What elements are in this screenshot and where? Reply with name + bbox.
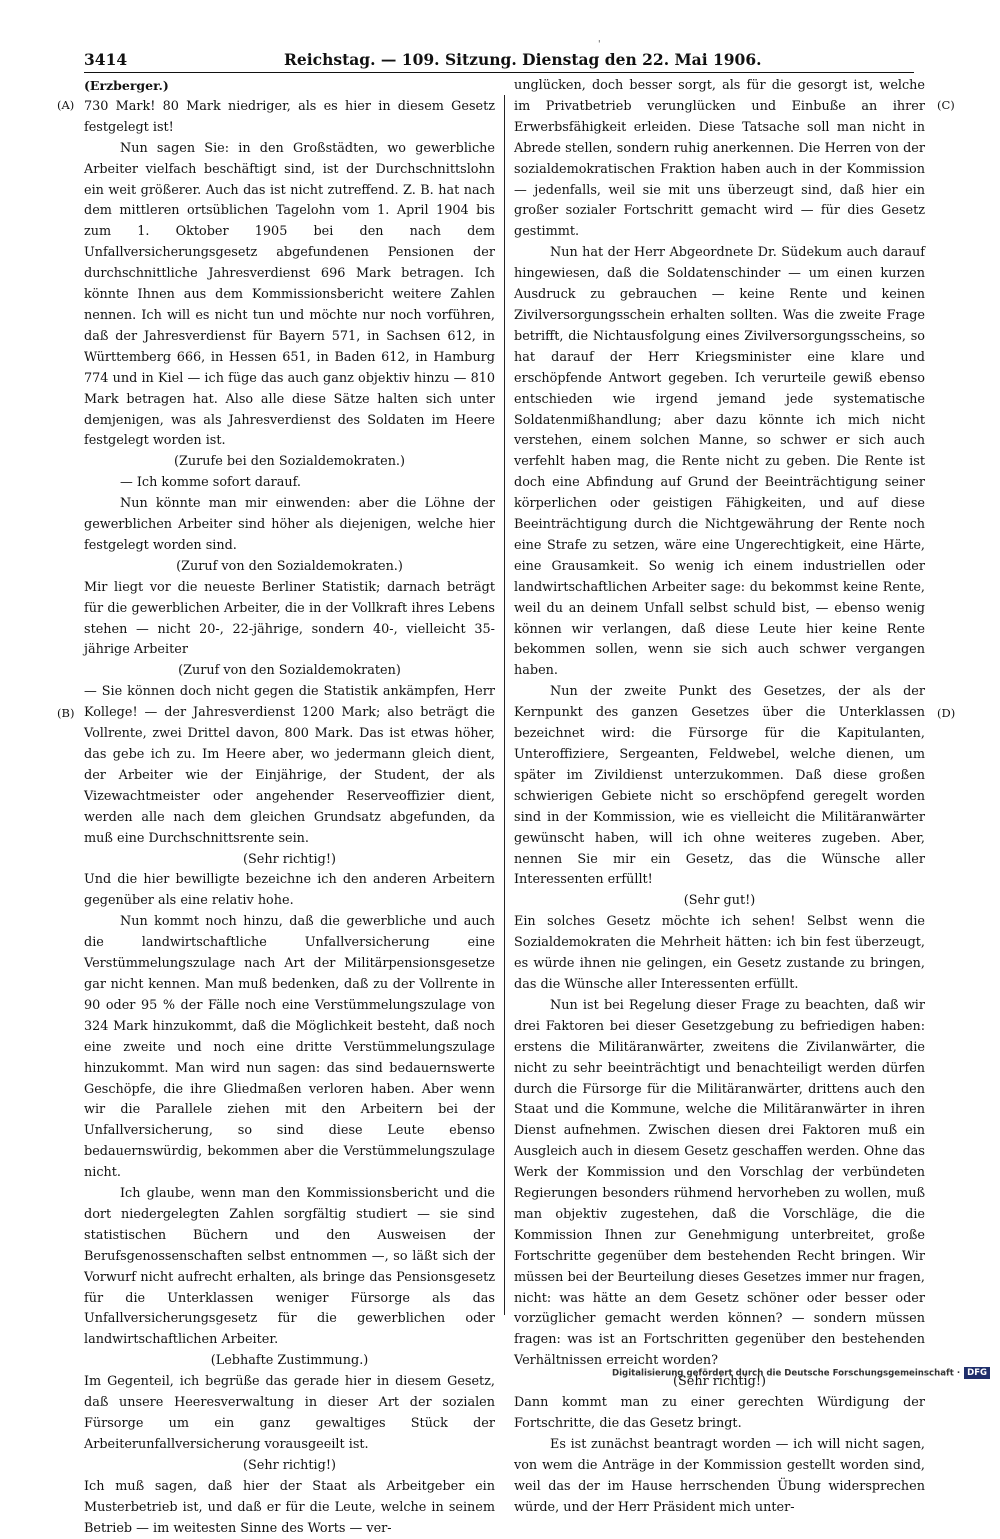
paragraph: Nun ist bei Regelung dieser Frage zu beachten, daß wir drei Faktoren bei dieser Gesetzgebung zu befriedigen haben: erstens die Militäranwärter, zweitens die Zivilanwärter, die nicht zu sehr beeinträchtigt und benachteiligt werden dürfen durch die Fürsorge für die Militäranwärter, drittens auch den Staat und die Kommune, welche die Militäranwärter in ihren Dienst aufnehmen. Zwischen diesen drei Faktoren muß ein Ausgleich auch in diesem Gesetz geschaffen werden. Ohne das Werk der Kommission und den Vorschlag der verbündeten Regierungen besonders rühmend hervorheben zu wollen, muß man objektiv zugestehen, daß die Vorschläge, die die Kommission Ihnen zur Genehmigung unterbreitet, große Fortschritte gegenüber dem bestehenden Recht bringen. Wir müssen bei der Beurteilung dieses Gesetzes immer nur fragen, nicht: was hätte an dem Gesetz schöner oder besser oder vorzüglicher gemacht werden können? — sondern müssen fragen: was ist an Fortschritten gegenüber den bestehenden Verhältnissen erreicht worden?	[514, 997, 925, 1369]
paragraph: — Sie können doch nicht gegen die Statistik ankämpfen, Herr Kollege! — der Jahresverdienst 1200 Mark; also beträgt die Vollrente, zwei Drittel davon, 800 Mark. Das ist etwas höher, das gebe ich zu. Im Heere aber, wo jedermann gleich dient, der Arbeiter wie der Einjährige, der Student, der als Vizewachtmeister oder angehender Reserveoffizier dient, werden alle nach dem gleichen Grundsatz abgefunden, da muß eine Durchschnittsrente sein.	[84, 684, 495, 846]
header-rule	[84, 72, 914, 73]
paragraph: unglücken, doch besser sorgt, als für die gesorgt ist, welche im Privatbetrieb verunglücken und Einbuße an ihrer Erwerbsfähigkeit erleiden. Diese Tatsache soll man nicht in Abrede stellen, sondern ruhig anerkennen. Die Herren von der sozialdemokratischen Fraktion haben auch in der Kommission — jedenfalls, weil sie mit uns überzeugt sind, daß hier ein großer sozialer Fortschritt gemacht wird — für dies Gesetz gestimmt.	[514, 78, 925, 240]
paragraph: Nun kommt noch hinzu, daß die gewerbliche und auch die landwirtschaftliche Unfallversicherung eine Verstümmelungszulage nach Art der Militärpensionsgesetze gar nicht kennen. Man muß bedenken, daß zu der Vollrente in 90 oder 95 % der Fälle noch eine Verstümmelungszulage von 324 Mark hinzukommt, daß die Möglichkeit besteht, daß noch eine zweite und noch eine dritte Verstümmelungszulage hinzukommt. Man wird nun sagen: das sind bedauernswerte Geschöpfe, die ihre Gliedmaßen verloren haben. Aber wenn wir die Parallele ziehen mit den Arbeitern bei der Unfallversicherung, so sind diese Leute ebenso bedauernswürdig, bekommen aber die Verstümmelungszulage nicht.	[84, 914, 495, 1181]
paragraph: Nun hat der Herr Abgeordnete Dr. Südekum auch darauf hingewiesen, daß die Soldatenschinder — um einen kurzen Ausdruck zu gebrauchen — keine Rente und keinen Zivilversorgungsschein erhalten sollten. Was die zweite Frage betrifft, die Nichtausfolgung eines Zivilversorgungsscheins, so hat darauf der Herr Kriegsminister eine klare und erschöpfende Antwort gegeben. Ich verurteile gewiß ebenso entschieden wie irgend jemand jede systematische Soldatenmißhandlung; aber dazu könnte ich mich nicht verstehen, einem solchen Manne, so schwer er sich auch verfehlt haben mag, die Rente nicht zu geben. Die Rente ist doch eine Abfindung auf Grund der Beeinträchtigung seiner körperlichen oder geistigen Fähigkeiten, und auf diese Beeinträchtigung durch die Nichtgewährung der Rente noch eine Strafe zu setzen, wäre eine Ungerechtigkeit, eine Härte, eine Grausamkeit. So wenig ich einem industriellen oder landwirtschaftlichen Arbeiter sage: du bekommst keine Rente, weil du an deinem Unfall selbst schuld bist, — ebenso wenig können wir verlangen, daß diese Leute hier keine Rente bekommen sollen, wenn sie sich auch schwer vergangen haben.	[514, 245, 925, 679]
paragraph: Ich glaube, wenn man den Kommissionsbericht und die dort niedergelegten Zahlen sorgfältig studiert — sie sind statistischen Büchern und den Ausweisen der Berufsgenossenschaften selbst entnommen —, so läßt sich der Vorwurf nicht aufrecht erhalten, als bringe das Pensionsgesetz für die Unterklassen weniger Fürsorge als das Unfallversicherungsgesetz für die gewerblichen oder landwirtschaftlichen Arbeiter.	[84, 1186, 495, 1348]
paragraph: Nun der zweite Punkt des Gesetzes, der als der Kernpunkt des ganzen Gesetzes über die Unterklassen bezeichnet wird: die Fürsorge für die Kapitulanten, Unteroffiziere, Sergeanten, Feldwebel, welche dienen, um später im Zivildienst unterzukommen. Daß diese großen schwierigen Gebiete nicht so erschöpfend geregelt worden sind in der Kommission, wie es vielleicht die Militäranwärter gewünscht haben, will ich ohne weiteres zugeben. Aber, nennen Sie mir ein Gesetz, das die Wünsche aller Interessenten erfüllt!	[514, 684, 925, 888]
paragraph: 730 Mark! 80 Mark niedriger, als es hier in diesem Gesetz festgelegt ist!	[84, 98, 495, 135]
interjection: (Zurufe bei den Sozialdemokraten.)	[173, 454, 405, 470]
interjection: (Zuruf von den Sozialdemokraten.)	[176, 558, 403, 574]
margin-marker-a: (A)	[57, 98, 75, 112]
speaker-name: (Erzberger.)	[84, 78, 169, 93]
paragraph: Im Gegenteil, ich begrüße das gerade hier in diesem Gesetz, daß unsere Heeresverwaltung in dieser Art der sozialen Fürsorge um ein ganz gewaltiges Stück der Arbeiterunfallversicherung vorausgeeilt ist.	[84, 1374, 495, 1452]
paragraph: Nun könnte man mir einwenden: aber die Löhne der gewerblichen Arbeiter sind höher als diejenigen, welche hier festgelegt worden sind.	[84, 496, 495, 553]
interjection: (Sehr gut!)	[683, 893, 756, 909]
tick-mark: '	[598, 40, 601, 50]
interjection: (Sehr richtig!)	[243, 851, 336, 867]
paragraph: Dann kommt man zu einer gerechten Würdigung der Fortschritte, die das Gesetz bringt.	[514, 1395, 925, 1431]
interjection: (Lebhafte Zustimmung.)	[210, 1353, 369, 1369]
footer-text: Digitalisierung gefördert durch die Deutsche Forschungsgemeinschaft ·	[611, 1368, 961, 1379]
interjection: (Sehr richtig!)	[673, 1374, 766, 1390]
dfg-logo: DFG	[964, 1367, 990, 1379]
paragraph: Nun sagen Sie: in den Großstädten, wo gewerbliche Arbeiter vielfach beschäftigt sind, ist der Durchschnittslohn ein weit größerer. Auch das ist nicht zutreffend. Z. B. hat nach dem mittleren ortsüblichen Tagelohn vom 1. April 1904 bis zum 1. Oktober 1905 bei den nach dem Unfallversicherungsgesetz abgefundenen Pensionen der durchschnittliche Jahresverdienst 696 Mark betragen. Ich könnte Ihnen aus dem Kommissionsbericht weitere Zahlen nennen. Ich will es nicht tun und möchte nur noch vorführen, daß der Jahresverdienst für Bayern 571, in Sachsen 612, in Württemberg 666, in Hessen 651, in Baden 612, in Hamburg 774 und in Kiel — ich füge das auch ganz objektiv hinzu — 810 Mark betragen hat. Also alle diese Sätze halten sich unter demjenigen, was als Jahresverdienst des Soldaten im Heere festgelegt worden ist.	[84, 140, 495, 449]
paragraph: Mir liegt vor die neueste Berliner Statistik; darnach beträgt für die gewerblichen Arbeiter, die in der Vollkraft ihres Lebens stehen — nicht 20-, 22-jährige, sondern 40-, vielleicht 35-jährige Arbeiter	[84, 579, 495, 658]
paragraph: Ich muß sagen, daß hier der Staat als Arbeitgeber ein Musterbetrieb ist, und daß er für die Leute, welche in seinem Betrieb — im weitesten Sinne des Worts — ver-	[84, 1478, 495, 1536]
paragraph: Ein solches Gesetz möchte ich sehen! Selbst wenn die Sozialdemokraten die Mehrheit hätten: ich bin fest überzeugt, es würde ihnen nie gelingen, ein Gesetz zustande zu bringen, das die Wünsche aller Interessenten erfüllt.	[514, 914, 925, 992]
margin-marker-b: (B)	[57, 706, 75, 720]
paragraph: Und die hier bewilligte bezeichne ich den anderen Arbeitern gegenüber als eine relativ hohe.	[84, 872, 495, 909]
paragraph: — Ich komme sofort darauf.	[120, 475, 301, 491]
page-header	[84, 50, 914, 70]
column-divider	[504, 95, 505, 1315]
margin-marker-c: (C)	[937, 98, 955, 112]
page-title: Reichstag. — 109. Sitzung. Dienstag den 22. Mai 1906.	[284, 50, 762, 69]
interjection: (Sehr richtig!)	[243, 1457, 336, 1473]
left-column	[84, 76, 495, 1536]
footer-credit	[600, 1367, 990, 1381]
page-number: 3414	[84, 50, 128, 69]
interjection: (Zuruf von den Sozialdemokraten)	[178, 663, 401, 679]
paragraph: Es ist zunächst beantragt worden — ich will nicht sagen, von wem die Anträge in der Kommission gestellt worden sind, weil das der im Hause herrschenden Übung widersprechen würde, und der Herr Präsident mich unter-	[514, 1436, 925, 1515]
margin-marker-d: (D)	[937, 706, 956, 720]
